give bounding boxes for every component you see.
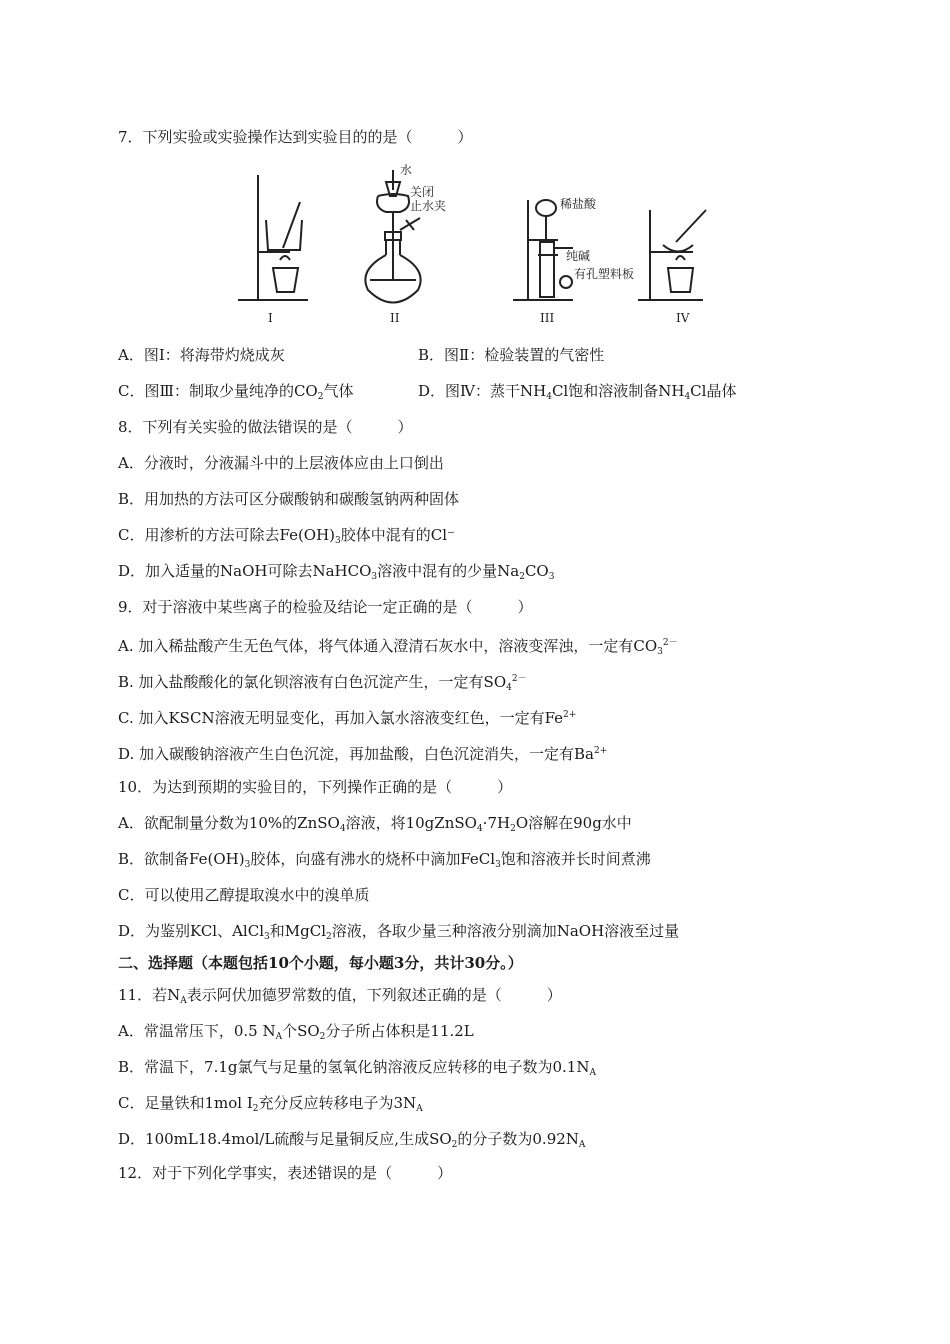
fig-label-2: II: [390, 311, 400, 325]
q7-option-d: D．图Ⅳ：蒸干$NH_4Cl$饱和溶液制备$NH_4Cl$晶体: [418, 382, 737, 402]
q9-option-c: C. 加入KSCN溶液无明显变化，再加入氯水溶液变红色，一定有$Fe^{2+}$: [118, 709, 577, 727]
q7-option-b: B．图Ⅱ：检验装置的气密性: [418, 346, 605, 364]
section-heading: 二、选择题（本题包括10个小题，每小题3分，共计30分。）: [118, 954, 523, 972]
q10-option-c: C．可以使用乙醇提取溴水中的溴单质: [118, 886, 370, 904]
q12-stem: 12．对于下列化学事实，表述错误的是（ ）: [118, 1164, 453, 1182]
q7-stem: 7．下列实验或实验操作达到实验目的的是（ ）: [118, 128, 473, 146]
fig-label-hcl: 稀盐酸: [560, 197, 597, 211]
q7-option-c: C．图Ⅲ：制取少量纯净的$CO_2$气体: [118, 382, 354, 402]
q11-stem: 11．若$N_A$表示阿伏加德罗常数的值，下列叙述正确的是（ ）: [118, 986, 562, 1006]
q11-option-c: C．足量铁和1mol $I_2$充分反应转移电子为$3N_A$: [118, 1094, 423, 1114]
fig-label-close: 关闭: [410, 185, 435, 199]
q10-stem: 10．为达到预期的实验目的，下列操作正确的是（ ）: [118, 778, 513, 796]
q10-option-a: A．欲配制量分数为10%的ZnSO$_4$溶液，将$10gZnSO_4\cdot 7H_2O$溶解在90g水中: [118, 814, 632, 834]
q11-option-a: A．常温常压下，0.5 $N_A$个$SO_2$分子所占体积是11.2L: [118, 1022, 474, 1042]
fig-label-soda: 纯碱: [566, 249, 591, 263]
q8-option-d: D．加入适量的NaOH可除去NaHCO$_3$溶液中混有的少量$Na_2CO_3$: [118, 562, 555, 582]
q11-option-b: B．常温下，7.1g氯气与足量的氢氧化钠溶液反应转移的电子数为$0.1N_A$: [118, 1058, 596, 1078]
fig-label-3: III: [540, 311, 555, 325]
fig-label-plate: 有孔塑料板: [574, 267, 635, 281]
q9-option-a: A. 加入稀盐酸产生无色气体，将气体通入澄清石灰水中，溶液变浑浊，一定有$CO_3^{2-}$: [118, 637, 678, 657]
q10-option-d: D．为鉴别KCl、AlCl$_3$和MgCl$_2$溶液，各取少量三种溶液分别滴加NaOH溶液至过量: [118, 922, 680, 942]
q9-stem: 9．对于溶液中某些离子的检验及结论一定正确的是（ ）: [118, 598, 533, 616]
q8-stem: 8．下列有关实验的做法错误的是（ ）: [118, 418, 413, 436]
q8-option-b: B．用加热的方法可区分碳酸钠和碳酸氢钠两种固体: [118, 490, 460, 508]
fig-label-water: 水: [400, 163, 413, 177]
q10-option-b: B．欲制备$Fe(OH)_3$胶体，向盛有沸水的烧杯中滴加FeCl$_3$饱和溶液并长时间煮沸: [118, 850, 651, 870]
fig-label-clamp: 止水夹: [410, 199, 447, 213]
apparatus-figure: [228, 160, 728, 335]
fig-label-1: I: [268, 311, 273, 325]
fig-label-4: IV: [676, 311, 690, 325]
q9-option-b: B. 加入盐酸酸化的氯化钡溶液有白色沉淀产生，一定有$SO_4^{2-}$: [118, 673, 527, 693]
q7-option-a: A．图Ⅰ：将海带灼烧成灰: [118, 346, 285, 364]
q11-option-d: D．100mL18.4mol/L硫酸与足量铜反应,生成$SO_2$的分子数为$0.92N_A$: [118, 1130, 586, 1150]
q9-option-d: D. 加入碳酸钠溶液产生白色沉淀，再加盐酸，白色沉淀消失，一定有$Ba^{2+}$: [118, 745, 608, 763]
q8-option-c: C．用渗析的方法可除去$Fe(OH)_3$胶体中混有的Cl⁻: [118, 526, 455, 546]
q8-option-a: A．分液时，分液漏斗中的上层液体应由上口倒出: [118, 454, 444, 472]
